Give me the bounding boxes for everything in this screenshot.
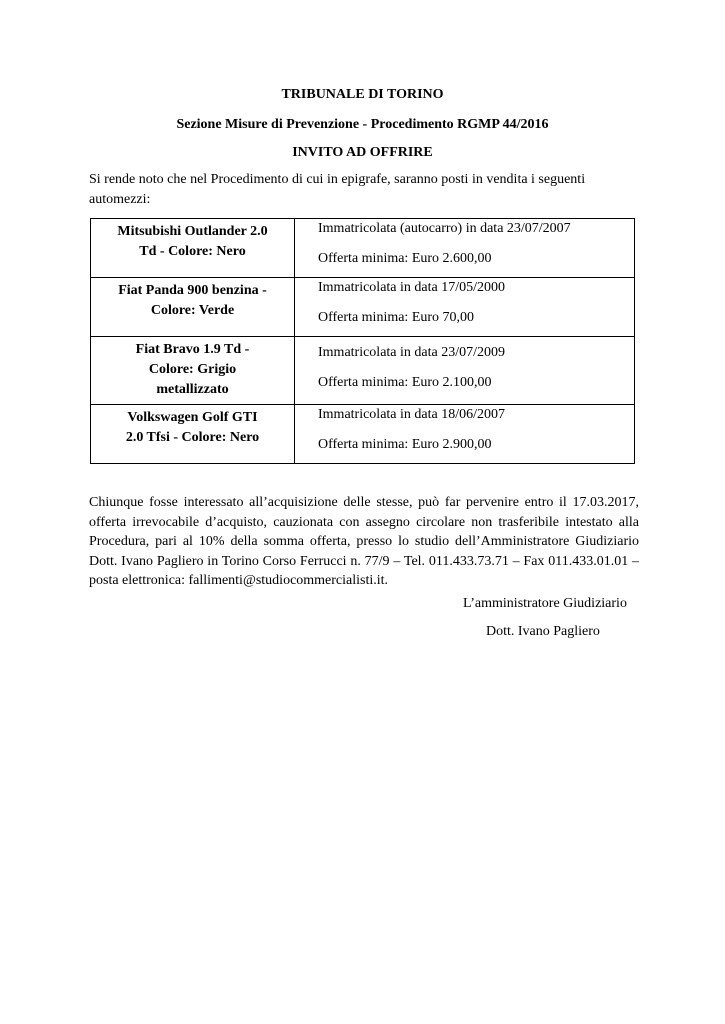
table-row — [91, 278, 635, 337]
details-cell — [295, 405, 635, 464]
intro-line: automezzi: — [89, 191, 151, 207]
intro-line: Si rende noto che nel Procedimento di cui in epigrafe, saranno posti in vendita i seguenti — [89, 172, 586, 187]
body-paragraph — [89, 493, 639, 591]
vehicle-cell — [91, 219, 295, 278]
vehicle-cell — [91, 337, 295, 405]
registration-date: Immatricolata in data 23/07/2009 — [318, 345, 506, 360]
minimum-offer: Offerta minima: Euro 2.100,00 — [318, 375, 492, 390]
section-heading: Sezione Misure di Prevenzione - Procedimento RGMP 44/2016 — [176, 117, 549, 132]
notice-title: INVITO AD OFFRIRE — [292, 145, 433, 160]
vehicle-line: 2.0 Tfsi - Colore: Nero — [125, 430, 260, 445]
court-heading: TRIBUNALE DI TORINO — [281, 87, 444, 102]
registration-date: Immatricolata (autocarro) in data 23/07/2007 — [318, 221, 571, 236]
details-cell — [295, 278, 635, 337]
body-line: offerta irrevocabile d’acquisto, cauzionata con assegno circolare non trasferibile intestato alla — [89, 514, 639, 530]
vehicle-line: Mitsubishi Outlander 2.0 — [117, 224, 268, 239]
body-line: Procedura, pari al 10% della somma offerta, presso lo studio dell’Amministratore Giudiziario — [89, 534, 639, 549]
vehicle-line: Fiat Panda 900 benzina - — [118, 283, 267, 298]
minimum-offer: Offerta minima: Euro 2.900,00 — [318, 437, 492, 452]
body-line: Dott. Ivano Pagliero in Torino Corso Ferrucci n. 77/9 – Tel. 011.433.73.71 – Fax 011.433.01.01 – — [89, 553, 639, 569]
vehicle-cell — [91, 278, 295, 337]
vehicle-line: Colore: Verde — [150, 303, 235, 318]
details-cell — [295, 219, 635, 278]
details-cell — [295, 337, 635, 405]
vehicles-table — [90, 218, 635, 464]
body-line: posta elettronica: fallimenti@studiocommercialisti.it. — [89, 573, 389, 588]
vehicle-line: Td - Colore: Nero — [139, 244, 246, 259]
signature-role: L’amministratore Giudiziario — [463, 596, 627, 611]
vehicle-line: Fiat Bravo 1.9 Td - — [135, 342, 250, 357]
signature-name: Dott. Ivano Pagliero — [486, 624, 600, 639]
vehicle-line: Volkswagen Golf GTI — [127, 410, 258, 425]
vehicle-line: metallizzato — [156, 382, 229, 397]
intro-paragraph — [89, 170, 649, 209]
table-row — [91, 219, 635, 278]
registration-date: Immatricolata in data 17/05/2000 — [318, 280, 506, 295]
minimum-offer: Offerta minima: Euro 2.600,00 — [318, 251, 492, 266]
vehicle-line: Colore: Grigio — [148, 362, 237, 377]
vehicle-cell — [91, 405, 295, 464]
table-row — [91, 337, 635, 405]
body-line: Chiunque fosse interessato all’acquisizione delle stesse, può far pervenire entro il 17.03.2017, — [89, 495, 639, 510]
registration-date: Immatricolata in data 18/06/2007 — [318, 407, 506, 422]
table-row — [91, 405, 635, 464]
minimum-offer: Offerta minima: Euro 70,00 — [318, 310, 475, 325]
